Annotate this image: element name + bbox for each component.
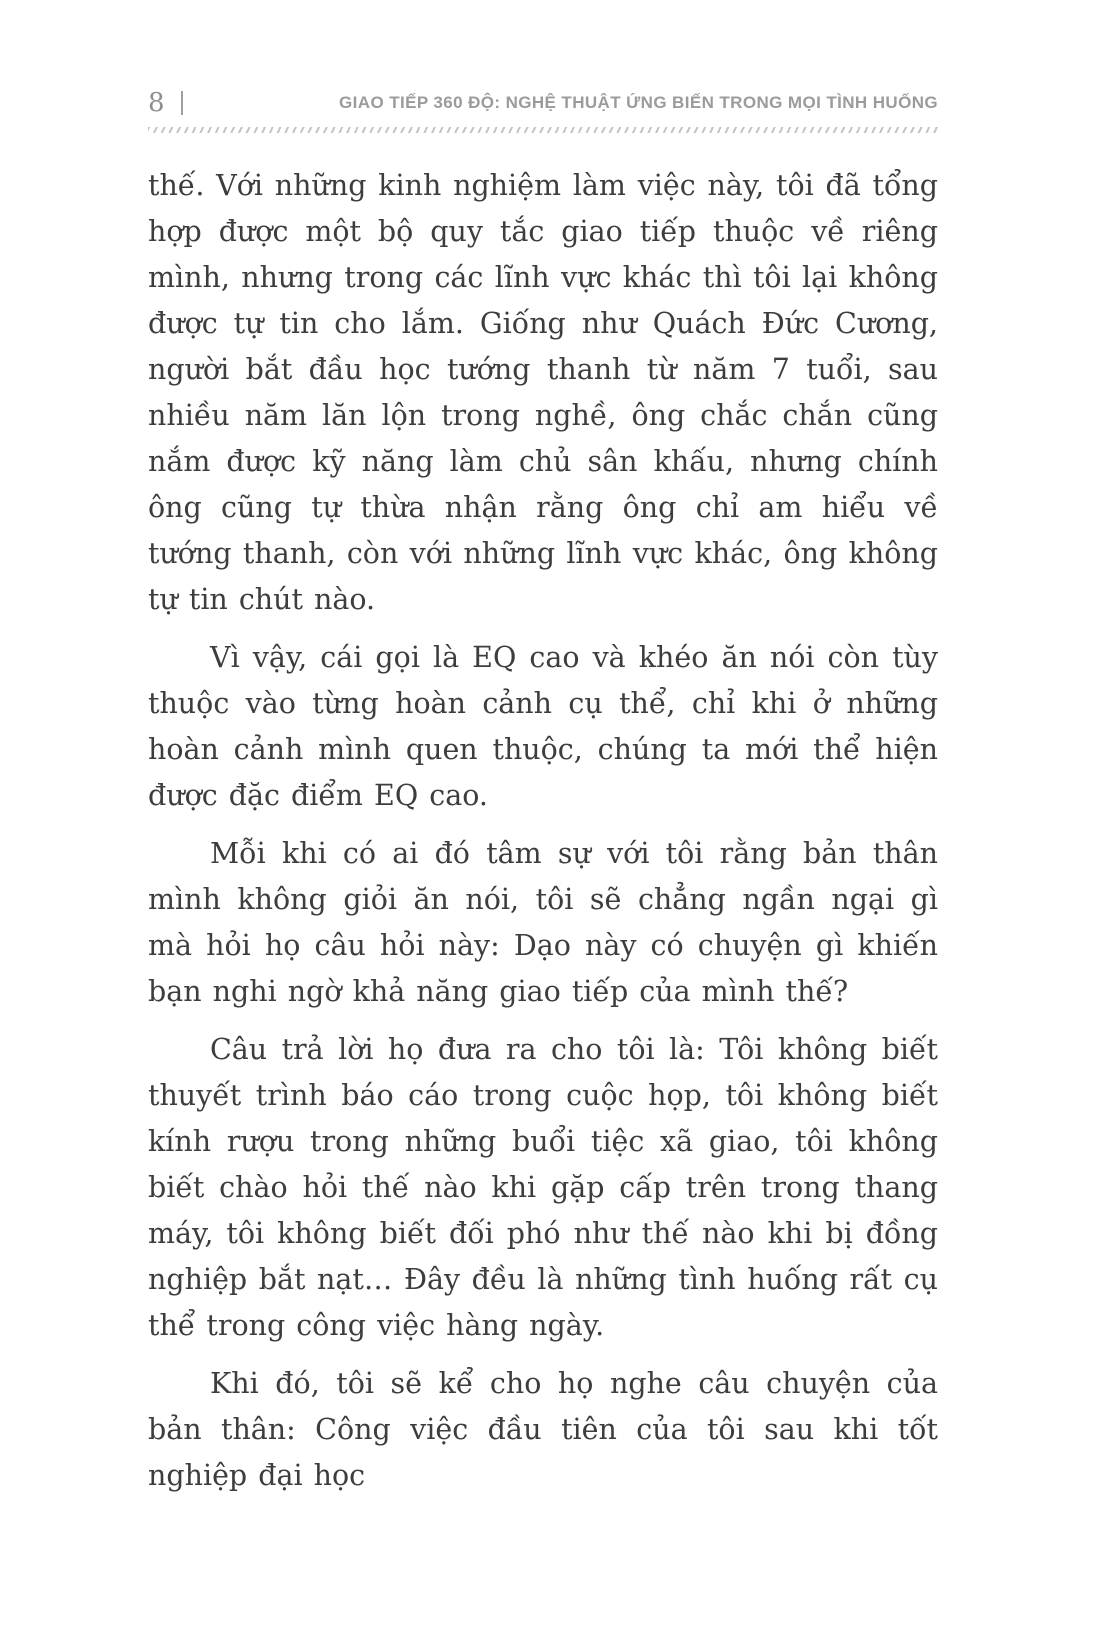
page-header-title: GIAO TIẾP 360 ĐỘ: NGHỆ THUẬT ỨNG BIẾN TRONG MỌI TÌNH HUỐNG	[339, 93, 938, 112]
header-left	[148, 90, 183, 116]
page-number: 8	[148, 88, 165, 118]
header-separator	[181, 91, 183, 115]
paragraph: Mỗi khi có ai đó tâm sự với tôi rằng bản thân mình không giỏi ăn nói, tôi sẽ chẳng ngần ngại gì mà hỏi họ câu hỏi này: Dạo này có chuyện gì khiến bạn nghi ngờ khả năng giao tiếp của mình thế?	[148, 837, 938, 1008]
paragraph: Khi đó, tôi sẽ kể cho họ nghe câu chuyện của bản thân: Công việc đầu tiên của tôi sau khi tốt nghiệp đại học	[148, 1367, 938, 1492]
perforation-divider	[148, 127, 938, 133]
body-content	[148, 163, 938, 1511]
paragraph: Câu trả lời họ đưa ra cho tôi là: Tôi không biết thuyết trình báo cáo trong cuộc họp, tôi không biết kính rượu trong những buổi tiệc xã giao, tôi không biết chào hỏi thế nào khi gặp cấp trên trong thang máy, tôi không biết đối phó như thế nào khi bị đồng nghiệp bắt nạt… Đây đều là những tình huống rất cụ thể trong công việc hàng ngày.	[148, 1033, 938, 1342]
paragraph: thế. Với những kinh nghiệm làm việc này, tôi đã tổng hợp được một bộ quy tắc giao tiếp thuộc về riêng mình, nhưng trong các lĩnh vực khác thì tôi lại không được tự tin cho lắm. Giống như Quách Đức Cương, người bắt đầu học tướng thanh từ năm 7 tuổi, sau nhiều năm lăn lộn trong nghề, ông chắc chắn cũng nắm được kỹ năng làm chủ sân khấu, nhưng chính ông cũng tự thừa nhận rằng ông chỉ am hiểu về tướng thanh, còn với những lĩnh vực khác, ông không tự tin chút nào.	[148, 169, 938, 616]
paragraph: Vì vậy, cái gọi là EQ cao và khéo ăn nói còn tùy thuộc vào từng hoàn cảnh cụ thể, chỉ khi ở những hoàn cảnh mình quen thuộc, chúng ta mới thể hiện được đặc điểm EQ cao.	[148, 641, 938, 812]
running-header	[148, 90, 938, 116]
